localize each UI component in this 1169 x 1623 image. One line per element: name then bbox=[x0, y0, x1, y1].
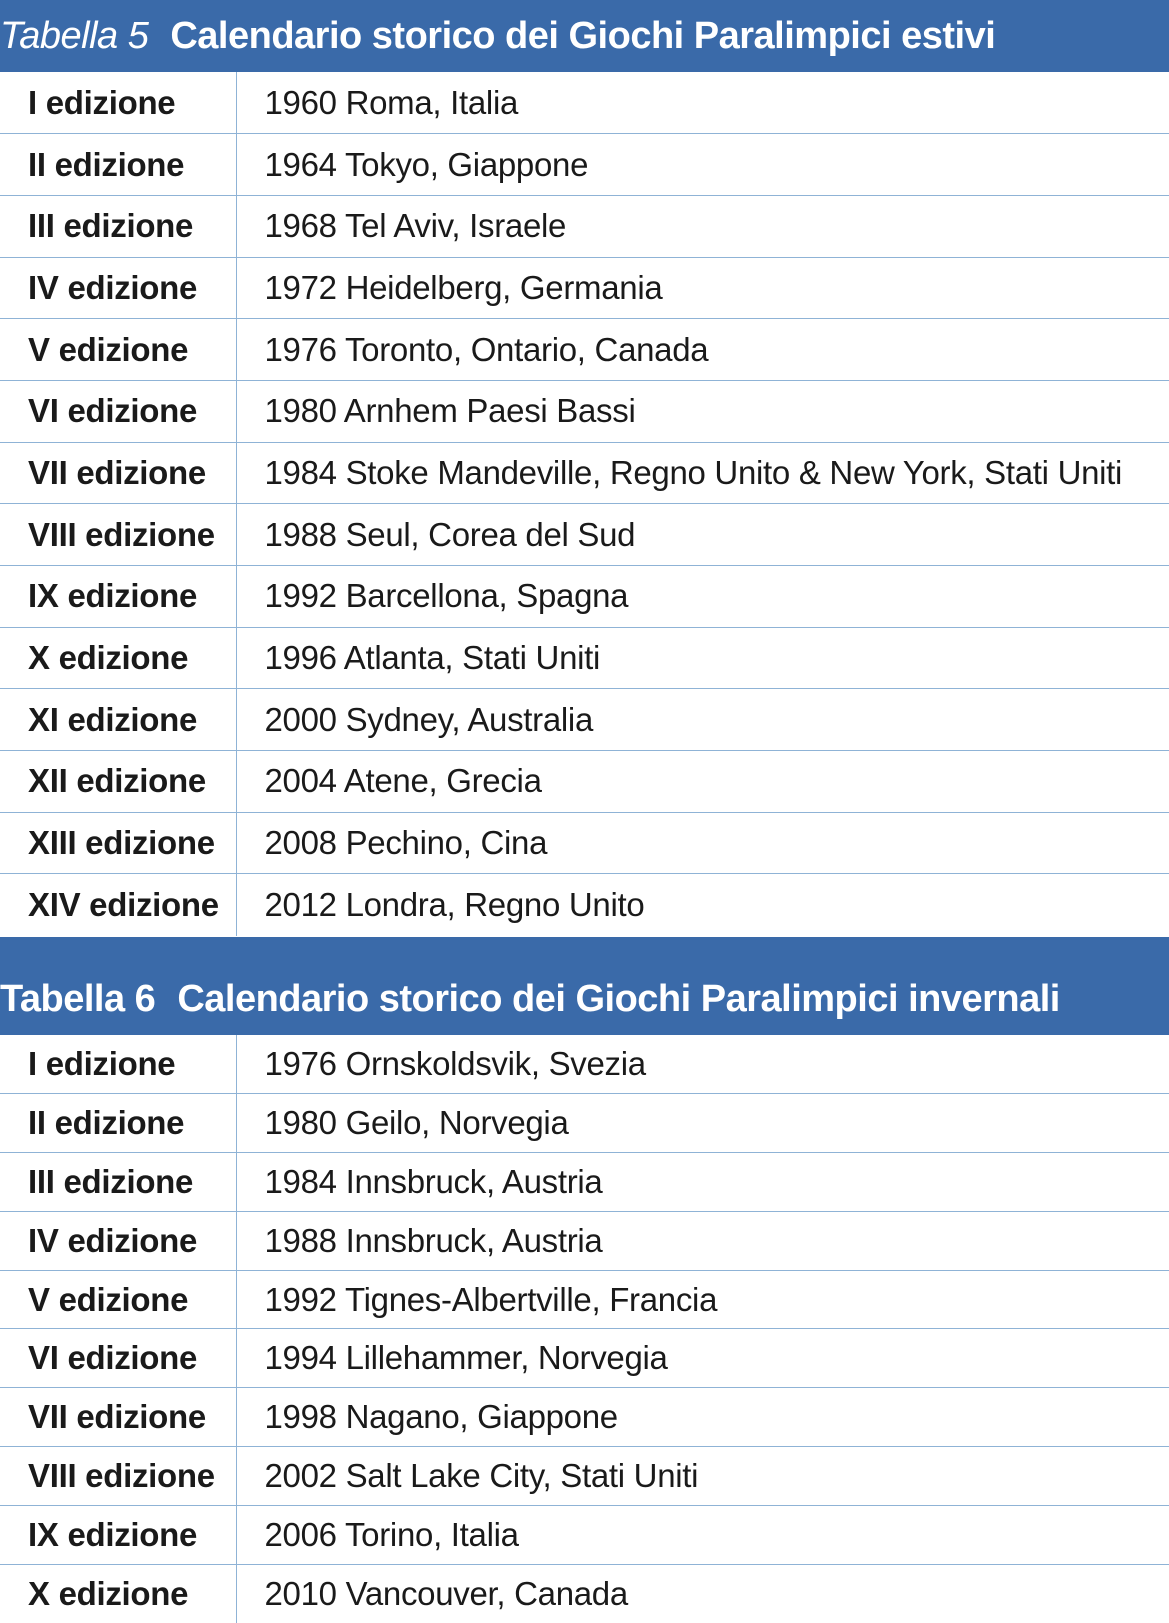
table-row bbox=[0, 1035, 1169, 1094]
winter-table-body bbox=[0, 1035, 1169, 1623]
edition-cell: VII edizione bbox=[0, 442, 236, 504]
edition-cell: VI edizione bbox=[0, 380, 236, 442]
table-row bbox=[0, 1564, 1169, 1623]
summer-table-body bbox=[0, 72, 1169, 936]
edition-cell: IV edizione bbox=[0, 257, 236, 319]
venue-cell: 1968 Tel Aviv, Israele bbox=[236, 195, 1169, 257]
table-row bbox=[0, 1329, 1169, 1388]
summer-table-header bbox=[0, 0, 1169, 72]
edition-cell: V edizione bbox=[0, 319, 236, 381]
edition-cell: I edizione bbox=[0, 1035, 236, 1094]
winter-table-header bbox=[0, 937, 1169, 1035]
venue-cell: 1964 Tokyo, Giappone bbox=[236, 134, 1169, 196]
edition-cell: XII edizione bbox=[0, 751, 236, 813]
venue-cell: 1972 Heidelberg, Germania bbox=[236, 257, 1169, 319]
table-row bbox=[0, 1211, 1169, 1270]
table-row bbox=[0, 751, 1169, 813]
venue-cell: 2000 Sydney, Australia bbox=[236, 689, 1169, 751]
table-row bbox=[0, 1270, 1169, 1329]
edition-cell: XIV edizione bbox=[0, 874, 236, 936]
table-row bbox=[0, 134, 1169, 196]
edition-cell: II edizione bbox=[0, 1094, 236, 1153]
edition-cell: III edizione bbox=[0, 195, 236, 257]
edition-cell: X edizione bbox=[0, 1564, 236, 1623]
table-row bbox=[0, 380, 1169, 442]
venue-cell: 1976 Toronto, Ontario, Canada bbox=[236, 319, 1169, 381]
table-row bbox=[0, 504, 1169, 566]
venue-cell: 2012 Londra, Regno Unito bbox=[264, 886, 645, 924]
table-row bbox=[0, 1094, 1169, 1153]
edition-cell: XIII edizione bbox=[0, 812, 236, 874]
winter-table-number: Tabella 6 bbox=[0, 977, 156, 1020]
table-row bbox=[0, 1153, 1169, 1212]
venue-cell: 1988 Seul, Corea del Sud bbox=[236, 504, 1169, 566]
summer-games-table bbox=[0, 72, 1169, 936]
edition-cell: IX edizione bbox=[0, 1505, 236, 1564]
edition-cell: II edizione bbox=[0, 134, 236, 196]
table-row bbox=[0, 812, 1169, 874]
table-row bbox=[0, 257, 1169, 319]
venue-cell: 1980 Geilo, Norvegia bbox=[236, 1094, 1169, 1153]
venue-cell: 1996 Atlanta, Stati Uniti bbox=[236, 627, 1169, 689]
table-row bbox=[0, 874, 1169, 936]
table-row bbox=[0, 627, 1169, 689]
edition-cell: X edizione bbox=[0, 627, 236, 689]
summer-table-title: Calendario storico dei Giochi Paralimpici estivi bbox=[170, 14, 996, 57]
venue-cell: 2006 Torino, Italia bbox=[236, 1505, 1169, 1564]
venue-cell: 1984 Stoke Mandeville, Regno Unito & New York, Stati Uniti bbox=[236, 442, 1169, 504]
venue-cell: 2008 Pechino, Cina bbox=[236, 812, 1169, 874]
edition-cell: V edizione bbox=[0, 1270, 236, 1329]
edition-cell: IV edizione bbox=[0, 1211, 236, 1270]
venue-cell: 1980 Arnhem Paesi Bassi bbox=[236, 380, 1169, 442]
venue-cell: 1988 Innsbruck, Austria bbox=[236, 1211, 1169, 1270]
venue-cell: 2002 Salt Lake City, Stati Uniti bbox=[236, 1447, 1169, 1506]
edition-cell: VII edizione bbox=[0, 1388, 236, 1447]
edition-cell: I edizione bbox=[0, 72, 236, 134]
table-row bbox=[0, 1447, 1169, 1506]
table-row bbox=[0, 1388, 1169, 1447]
venue-cell: 1994 Lillehammer, Norvegia bbox=[236, 1329, 1169, 1388]
edition-cell: XI edizione bbox=[0, 689, 236, 751]
venue-cell: 1960 Roma, Italia bbox=[236, 72, 1169, 134]
edition-cell: IX edizione bbox=[0, 566, 236, 628]
venue-cell: 1984 Innsbruck, Austria bbox=[236, 1153, 1169, 1212]
summer-table-number: Tabella 5 bbox=[0, 14, 149, 57]
edition-cell: III edizione bbox=[0, 1153, 236, 1212]
venue-cell: 2004 Atene, Grecia bbox=[236, 751, 1169, 813]
venue-cell: 1998 Nagano, Giappone bbox=[236, 1388, 1169, 1447]
venue-cell: 1976 Ornskoldsvik, Svezia bbox=[236, 1035, 1169, 1094]
table-row bbox=[0, 566, 1169, 628]
table-row bbox=[0, 689, 1169, 751]
table-row bbox=[0, 72, 1169, 134]
venue-cell: 1992 Barcellona, Spagna bbox=[236, 566, 1169, 628]
table-row bbox=[0, 319, 1169, 381]
winter-games-table bbox=[0, 1035, 1169, 1623]
venue-cell: 2010 Vancouver, Canada bbox=[264, 1574, 628, 1612]
table-row bbox=[0, 195, 1169, 257]
edition-cell: VIII edizione bbox=[0, 504, 236, 566]
table-row bbox=[0, 442, 1169, 504]
edition-cell: VI edizione bbox=[0, 1329, 236, 1388]
edition-cell: VIII edizione bbox=[0, 1447, 236, 1506]
winter-table-title: Calendario storico dei Giochi Paralimpici invernali bbox=[177, 977, 1060, 1020]
table-row bbox=[0, 1505, 1169, 1564]
venue-cell: 1992 Tignes-Albertville, Francia bbox=[236, 1270, 1169, 1329]
